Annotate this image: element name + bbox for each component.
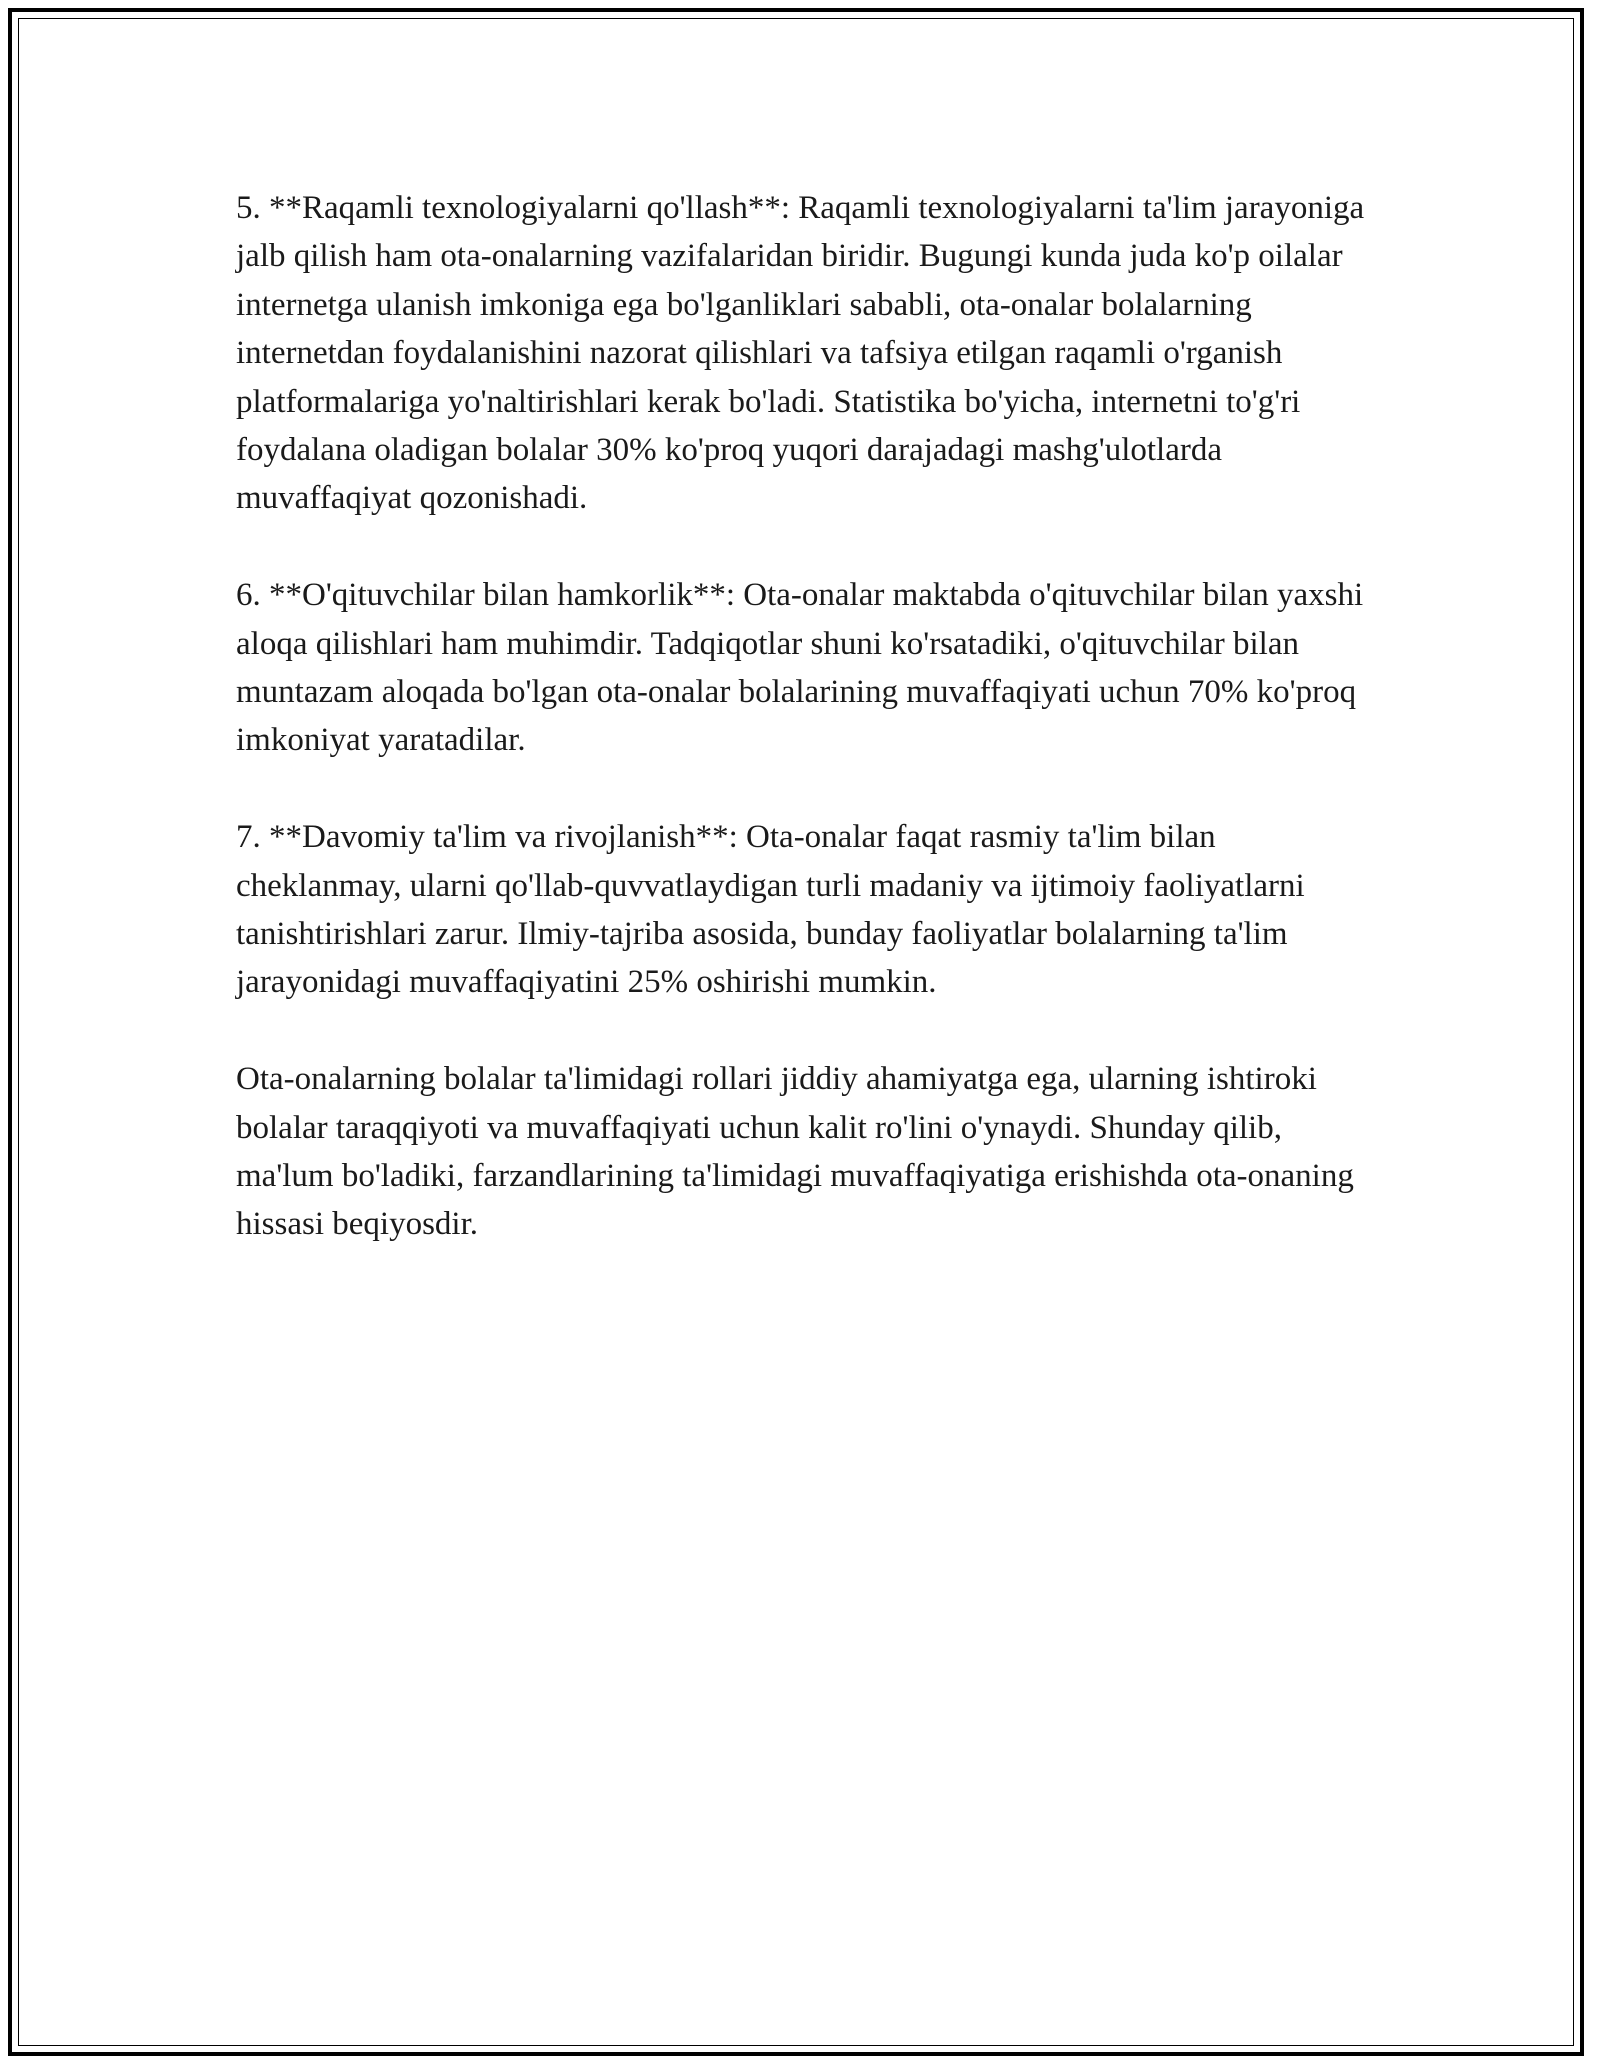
paragraph-conclusion: Ota-onalarning bolalar ta'limidagi rollari jiddiy ahamiyatga ega, ularning ishtiroki bolalar taraqqiyoti va muvaffaqiyati uchun kalit ro'lini o'ynaydi. Shunday qilib, ma'lum bo'ladiki, farzandlarining ta'limidagi muvaffaqiyatiga erishishda ota-onaning hissasi beqiyosdir. [236,1061,1354,1243]
paragraph-digital-technologies: 5. **Raqamli texnologiyalarni qo'llash**: Raqamli texnologiyalarni ta'lim jarayoniga jalb qilish ham ota-onalarning vazifalaridan biridir. Bugungi kunda juda ko'p oilalar internetga ulanish imkoniga ega bo'lganliklari sababli, ota-onalar bolalarning internetdan foydalanishini nazorat qilishlari va tafsiya etilgan raqamli o'rganish platformalariga yo'naltirishlari kerak bo'ladi. Statistika bo'yicha, internetni to'g'ri foydalana oladigan bolalar 30% ko'proq yuqori darajadagi mashg'ulotlarda muvaffaqiyat qozonishadi. [236,190,1365,517]
document-body [236,184,1376,1297]
paragraph-continuous-education: 7. **Davomiy ta'lim va rivojlanish**: Ota-onalar faqat rasmiy ta'lim bilan cheklanmay, ularni qo'llab-quvvatlaydigan turli madaniy va ijtimoiy faoliyatlarni tanishtirishlari zarur. Ilmiy-tajriba asosida, bunday faoliyatlar bolalarning ta'lim jarayonidagi muvaffaqiyatini 25% oshirishi mumkin. [236,819,1305,1001]
paragraph-teacher-collaboration: 6. **O'qituvchilar bilan hamkorlik**: Ota-onalar maktabda o'qituvchilar bilan yaxshi aloqa qilishlari ham muhimdir. Tadqiqotlar shuni ko'rsatadiki, o'qituvchilar bilan muntazam aloqada bo'lgan ota-onalar bolalarining muvaffaqiyati uchun 70% ko'proq imkoniyat yaratadilar. [236,577,1364,759]
